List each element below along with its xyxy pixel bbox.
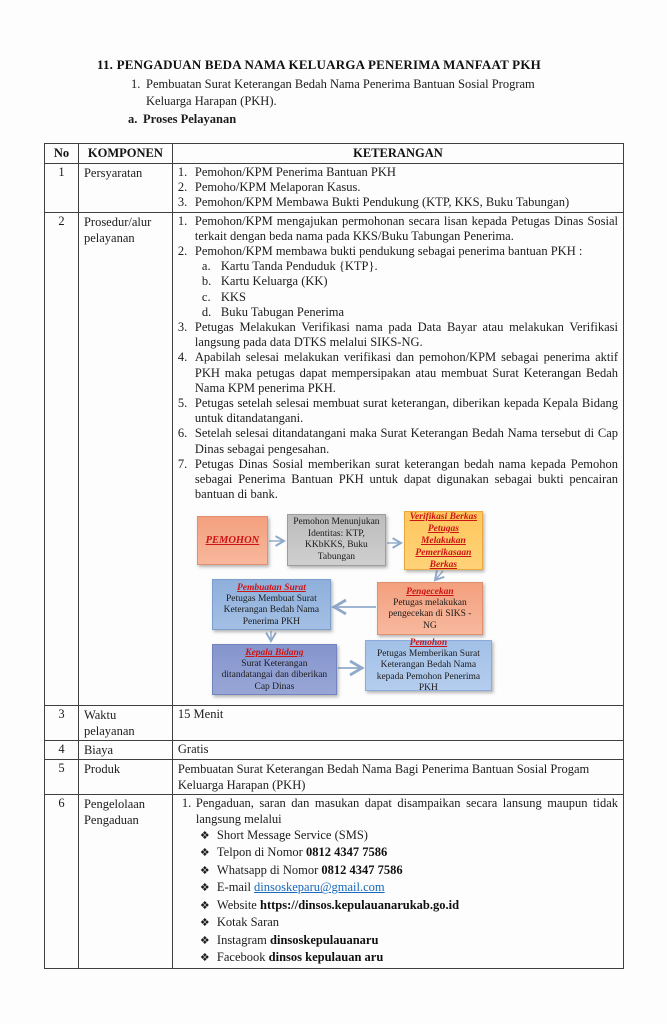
keterangan-cell: 15 Menit (172, 706, 623, 741)
instagram-handle: dinsoskepulauanaru (270, 932, 379, 947)
sub-list-item (202, 259, 618, 274)
item-marker: a. (201, 259, 211, 274)
diamond-bullet-icon: ❖ (199, 899, 210, 912)
flow-box-identitas (287, 514, 386, 566)
contact-item-kotak-saran (200, 914, 618, 932)
list-item (178, 320, 618, 350)
komponen-label: Persyaratan (78, 164, 172, 213)
diamond-bullet-icon: ❖ (199, 952, 210, 965)
row-number: 5 (45, 760, 79, 795)
item-marker: 3. (177, 320, 188, 335)
keterangan-cell (172, 164, 623, 213)
diamond-bullet-icon: ❖ (199, 847, 210, 860)
flow-box-text: Petugas Memberikan Surat Keterangan Bedah Nama kepada Pemohon Penerima PKH (376, 648, 481, 694)
row-number: 2 (45, 212, 79, 706)
contact-label: Website (216, 897, 260, 912)
col-header-no: No (45, 144, 79, 164)
contact-label: Kotak Saran (216, 915, 280, 930)
item-marker: b. (201, 274, 212, 289)
table-row-prosedur (45, 212, 624, 706)
row-number: 3 (45, 706, 79, 741)
contact-item-website (200, 897, 618, 915)
item-marker: 5. (177, 396, 188, 411)
contact-label: Whatsapp di Nomor (216, 862, 322, 877)
contact-item-whatsapp (200, 862, 618, 880)
list-item (182, 796, 618, 826)
sub-list-item (202, 305, 618, 320)
list-item (178, 165, 618, 180)
flow-box-pemohon (197, 516, 268, 565)
flowchart (178, 508, 618, 700)
list-item (178, 195, 618, 210)
item-text: Petugas Dinas Sosial memberikan surat keterangan bedah nama kepada Pemohon sebagai Penerima Bantuan PKH untuk dapat digunakan sebagai bukti pencairan bantuan di bank. (194, 456, 618, 502)
row-number: 4 (45, 741, 79, 760)
flow-box-text: Surat Keterangan ditandatangai dan diberikan Cap Dinas (221, 658, 328, 692)
item-text: Pemohon/KPM Membawa Bukti Pendukung (KTP, KKS, Buku Tabungan) (194, 195, 570, 210)
item-marker: 6. (177, 426, 188, 441)
list-item (178, 244, 618, 259)
table-header-row (45, 144, 624, 164)
flow-box-text: Petugas melakukan pengecekan di SIKS - NG (388, 597, 472, 631)
item-text: Pemoho/KPM Melaporan Kasus. (194, 180, 361, 195)
flow-box-pengecekan (377, 582, 483, 635)
flow-box-title: Pembuatan Surat (236, 582, 306, 593)
whatsapp-number: 0812 4347 7586 (321, 862, 403, 877)
item-text: Petugas Melakukan Verifikasi nama pada Data Bayar atau melakukan Verifikasi langsung pada data DTKS melalui SIKS-NG. (194, 320, 618, 350)
contact-item-instagram (200, 932, 618, 950)
item-text: Apabilah selesai melakukan verifikasi dan pemohon/KPM sebagai penerima aktif PKH maka petugas dapat mempersipakan atau membuat Surat Keterangan Bedah Nama KPM penerima PKH. (194, 350, 618, 395)
contact-item-sms (200, 827, 618, 845)
diamond-bullet-icon: ❖ (199, 934, 210, 947)
flow-box-title: Verifikasi Berkas Petugas Melakukan Pemerikasaan Berkas (409, 511, 478, 570)
table-row-waktu (45, 706, 624, 741)
intro-item-marker: 1. (131, 77, 141, 91)
page-title: 11. PENGADUAN BEDA NAMA KELUARGA PENERIMA MANFAAT PKH (97, 57, 541, 72)
list-item (178, 457, 618, 503)
section-a-heading (128, 112, 236, 127)
item-text: Pengaduan, saran dan masukan dapat disampaikan secara lansung maupun tidak langsung melalui (195, 796, 618, 826)
website-url: https://dinsos.kepulauanarukab.go.id (260, 897, 460, 912)
intro-item-text: Pembuatan Surat Keterangan Bedah Nama Penerima Bantuan Sosial Program Keluarga Harapan (PKH). (146, 77, 535, 108)
list-item (178, 426, 618, 456)
contact-label: E-mail (216, 880, 255, 895)
contact-item-telpon (200, 844, 618, 862)
item-text: Setelah selesai ditandatangani maka Surat Keterangan Bedah Nama tersebut di Cap Dinas sebagai pengesahan. (194, 426, 618, 456)
table-row-produk (45, 760, 624, 795)
sub-list-item (202, 274, 618, 289)
flow-box-title: Pemohon (409, 637, 448, 648)
email-link[interactable]: dinsoskeparu@gmail.com (254, 880, 385, 895)
contact-label: Facebook (216, 950, 269, 965)
komponen-label: Waktu pelayanan (78, 706, 172, 741)
flow-box-title: Kepala Bidang (245, 647, 304, 658)
flow-box-pembuatan-surat (212, 579, 331, 630)
diamond-bullet-icon: ❖ (199, 829, 210, 842)
item-text: KKS (220, 289, 246, 304)
row-number: 6 (45, 795, 79, 968)
item-marker: d. (201, 304, 212, 319)
item-marker: 7. (177, 456, 188, 471)
item-text: Pemohon/KPM Penerima Bantuan PKH (194, 165, 396, 179)
item-marker: 2. (177, 180, 188, 195)
item-text: Buku Tabugan Penerima (220, 304, 345, 319)
item-text: Pemohon/KPM membawa bukti pendukung sebagai penerima bantuan PKH : (194, 244, 583, 259)
list-item (178, 214, 618, 244)
keterangan-cell: Pembuatan Surat Keterangan Bedah Nama Bagi Penerima Bantuan Sosial Progam Keluarga Harapan (PKH) (172, 760, 623, 795)
item-marker: 3. (177, 195, 188, 210)
keterangan-cell (172, 212, 623, 706)
item-text: Pemohon/KPM mengajukan permohonan secara lisan kepada Petugas Dinas Sosial terkait dengan beda nama pada KKS/Buku Tabungan Penerima. (194, 213, 618, 243)
flow-box-title: Pengecekan (406, 586, 454, 597)
contact-list (200, 827, 618, 967)
list-item (178, 396, 618, 426)
contact-item-facebook (200, 949, 618, 967)
diamond-bullet-icon: ❖ (199, 917, 210, 930)
col-header-komponen: KOMPONEN (78, 144, 172, 164)
row-number: 1 (45, 164, 79, 213)
list-item (178, 180, 618, 195)
flow-box-kepala-bidang (212, 644, 337, 695)
komponen-label: Pengelolaan Pengaduan (78, 795, 172, 968)
contact-label: Telpon di Nomor (216, 845, 306, 860)
table-row-persyaratan (45, 164, 624, 213)
contact-item-email (200, 879, 618, 897)
list-item (178, 350, 618, 396)
sub-list-item (202, 290, 618, 305)
item-text: Kartu Tanda Penduduk {KTP}. (220, 259, 378, 274)
col-header-keterangan: KETERANGAN (172, 144, 623, 164)
item-text: Petugas setelah selesai membuat surat keterangan, diberikan kepada Kepala Bidang untuk ditandatangani. (194, 396, 618, 426)
contact-label: Short Message Service (SMS) (216, 827, 368, 842)
flow-box-pemohon-penerima (365, 637, 492, 694)
flow-box-text: Pemohon Menunjukan Identitas: KTP, KKbKKS, Buku Tabungan (293, 517, 380, 562)
service-table (44, 143, 624, 969)
phone-number: 0812 4347 7586 (305, 845, 388, 860)
item-text: Kartu Keluarga (KK) (220, 274, 328, 289)
komponen-label: Biaya (78, 741, 172, 760)
item-marker: 1. (181, 796, 192, 811)
contact-label: Instagram (216, 932, 271, 947)
komponen-label: Prosedur/alur pelayanan (78, 212, 172, 706)
keterangan-cell (172, 795, 623, 968)
intro-list-item (131, 76, 564, 110)
item-marker: 1. (177, 165, 188, 179)
section-a-text: Proses Pelayanan (143, 112, 237, 126)
item-marker: 1. (177, 213, 188, 228)
diamond-bullet-icon: ❖ (199, 882, 210, 895)
table-row-biaya (45, 741, 624, 760)
flow-box-text: Petugas Membuat Surat Keterangan Bedah Nama Penerima PKH (223, 593, 320, 627)
item-marker: 4. (177, 350, 188, 365)
section-a-marker: a. (128, 112, 138, 126)
flow-box-verifikasi-berkas (404, 511, 483, 570)
facebook-handle: dinsos kepulauan aru (268, 950, 384, 965)
diamond-bullet-icon: ❖ (199, 864, 210, 877)
flow-box-title: PEMOHON (205, 534, 260, 546)
komponen-label: Produk (78, 760, 172, 795)
arrow-verifikasi-to-pengecekan (435, 571, 443, 580)
table-row-pengelolaan (45, 795, 624, 968)
keterangan-cell: Gratis (172, 741, 623, 760)
item-marker: 2. (177, 244, 188, 259)
sub-list (178, 259, 618, 320)
item-marker: c. (201, 289, 211, 304)
